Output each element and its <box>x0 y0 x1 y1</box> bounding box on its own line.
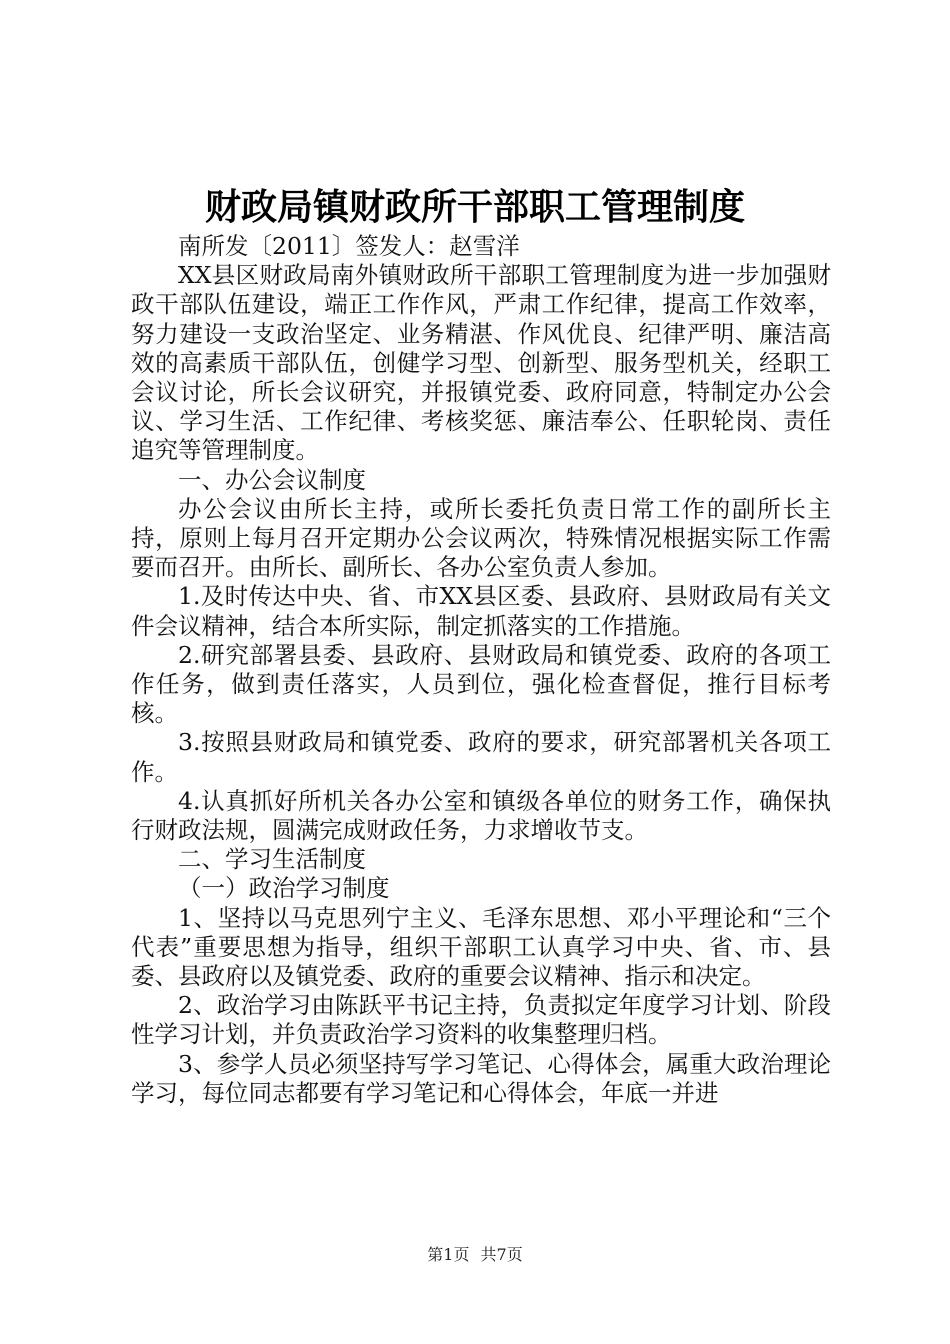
document-title: 财政局镇财政所干部职工管理制度 <box>204 186 745 228</box>
section-heading-1: 一、办公会议制度 <box>178 465 366 494</box>
list-item: 3.按照县财政局和镇党委、政府的要求，研究部署机关各项工作。 <box>131 728 831 786</box>
paragraph: 办公会议由所长主持，或所长委托负责日常工作的副所长主持，原则上每月召开定期办公会议两次，特殊情况根据实际工作需要而召开。由所长、副所长、各办公室负责人参加。 <box>131 494 831 582</box>
list-item: 2、政治学习由陈跃平书记主持，负责拟定年度学习计划、阶段性学习计划，并负责政治学习资料的收集整理归档。 <box>131 991 831 1049</box>
list-item: 4.认真抓好所机关各办公室和镇级各单位的财务工作，确保执行财政法规，圆满完成财政任务，力求增收节支。 <box>131 786 831 845</box>
paragraph-intro: XX县区财政局南外镇财政所干部职工管理制度为进一步加强财政干部队伍建设，端正工作作风，严肃工作纪律，提高工作效率，努力建设一支政治坚定、业务精湛、作风优良、纪律严明、廉洁高效的高素质干部队伍，创健学习型、创新型、服务型机关，经职工会议讨论，所长会议研究，并报镇党委、政府同意，特制定办公会议、学习生活、工作纪律、考核奖惩、廉洁奉公、任职轮岗、责任追究等管理制度。 <box>131 261 831 465</box>
list-item: 2.研究部署县委、县政府、县财政局和镇党委、政府的各项工作任务，做到责任落实，人员到位，强化检查督促，推行目标考核。 <box>131 640 831 728</box>
page-total: 共7页 <box>480 1245 523 1264</box>
list-item: 1、坚持以马克思列宁主义、毛泽东思想、邓小平理论和“三个代表”重要思想为指导，组织干部职工认真学习中央、省、市、县委、县政府以及镇党委、政府的重要会议精神、指示和决定。 <box>131 903 831 991</box>
list-item: 3、参学人员必须坚持写学习笔记、心得体会，属重大政治理论学习，每位同志都要有学习笔记和心得体会，年底一并进 <box>131 1049 831 1107</box>
page-number: 第1页 <box>427 1245 470 1264</box>
document-body <box>131 232 831 1108</box>
document-meta: 南所发〔2011〕签发人：赵雪洋 <box>178 232 520 260</box>
subsection-heading: （一）政治学习制度 <box>178 874 390 903</box>
list-item: 1.及时传达中央、省、市XX县区委、县政府、县财政局有关文件会议精神，结合本所实际，制定抓落实的工作措施。 <box>131 582 831 640</box>
page-footer <box>0 1242 950 1265</box>
section-heading-2: 二、学习生活制度 <box>178 845 366 874</box>
